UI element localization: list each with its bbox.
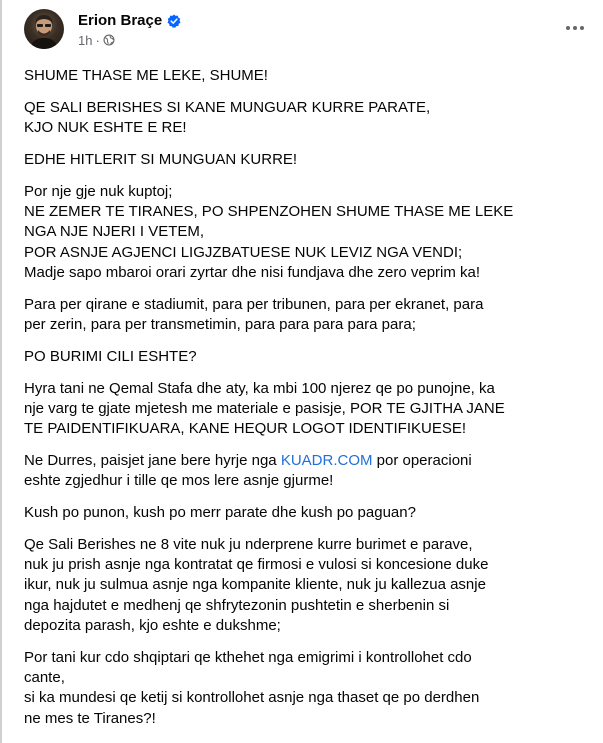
paragraph-2: [24, 98, 584, 139]
text-line: si ka mundesi qe ketij si kontrollohet asnje nga thaset qe po derdhen: [24, 689, 480, 707]
text-line: ikur, nuk ju sulmua asnje nga kompanite kliente, nuk ju kallezua asnje: [24, 576, 486, 594]
more-options-icon: [565, 25, 585, 31]
paragraph-1: [24, 66, 584, 86]
post-meta: [78, 32, 115, 48]
text-line: SHUME THASE ME LEKE, SHUME!: [24, 67, 268, 84]
text-line: cante,: [24, 669, 65, 687]
text-line: eshte zgjedhur i tille qe mos lere asnje gjurme!: [24, 472, 334, 490]
paragraph-6: [24, 347, 584, 367]
paragraph-7: [24, 379, 584, 440]
paragraph-9: [24, 503, 584, 523]
globe-icon[interactable]: [103, 34, 115, 46]
text-line: Hyra tani ne Qemal Stafa dhe aty, ka mbi 100 njerez qe po punojne, ka: [24, 379, 495, 397]
text-line: Por tani kur cdo shqiptari qe kthehet nga emigrimi i kontrollohet cdo: [24, 648, 472, 666]
more-options-button[interactable]: [562, 15, 588, 41]
avatar[interactable]: [24, 9, 64, 49]
post-text: [24, 66, 584, 741]
left-border: [0, 0, 2, 743]
text-line: nuk ju prish asnje nga kontratat qe firmosi e vulosi si koncesione duke: [24, 556, 489, 574]
text-line: nje varg te gjate mjetesh me materiale e pasisje, POR TE GJITHA JANE: [24, 399, 505, 417]
paragraph-10: [24, 535, 584, 636]
text-line: Madje sapo mbaroi orari zyrtar dhe nisi fundjava dhe zero veprim ka!: [24, 263, 481, 281]
author-name[interactable]: Erion Braçe: [78, 12, 163, 29]
kuadr-link[interactable]: KUADR.COM: [280, 451, 373, 469]
text-segment: Ne Durres, paisjet jane bere hyrje nga: [24, 451, 277, 469]
text-segment: por operacioni: [372, 451, 472, 469]
paragraph-5: [24, 295, 584, 336]
text-line: NGA NJE NJERI I VETEM,: [24, 223, 205, 241]
text-line: Kush po punon, kush po merr parate dhe kush po paguan?: [24, 504, 416, 522]
text-line: QE SALI BERISHES SI KANE MUNGUAR KURRE PARATE,: [24, 98, 431, 116]
text-line: KJO NUK ESHTE E RE!: [24, 119, 187, 137]
paragraph-4: [24, 182, 584, 283]
text-line: nga hajdutet e medhenj qe shfrytezonin pushtetin e sherbenin si: [24, 596, 450, 614]
verified-badge-icon: [167, 14, 181, 28]
paragraph-3: [24, 150, 584, 170]
text-line: TE PAIDENTIFIKUARA, KANE HEQUR LOGOT IDENTIFIKUESE!: [24, 420, 467, 438]
meta-separator: ·: [95, 32, 100, 48]
paragraph-11: [24, 648, 584, 729]
text-line: ne mes te Tiranes?!: [24, 709, 156, 727]
text-line: [24, 451, 584, 471]
post-timestamp[interactable]: 1h: [78, 32, 93, 48]
text-line: depozita parash, kjo eshte e dukshme;: [24, 617, 281, 635]
paragraph-8: [24, 451, 584, 492]
text-line: Por nje gje nuk kuptoj;: [24, 182, 173, 200]
author-row: [78, 11, 181, 31]
text-line: POR ASNJE AGJENCI LIGJZBATUESE NUK LEVIZ NGA VENDI;: [24, 243, 463, 261]
text-line: Para per qirane e stadiumit, para per tribunen, para per ekranet, para: [24, 295, 484, 313]
text-line: per zerin, para per transmetimin, para para para para para;: [24, 315, 416, 333]
text-line: Qe Sali Berishes ne 8 vite nuk ju nderprene kurre burimet e parave,: [24, 535, 473, 553]
text-line: NE ZEMER TE TIRANES, PO SHPENZOHEN SHUME THASE ME LEKE: [24, 202, 514, 220]
text-line: EDHE HITLERIT SI MUNGUAN KURRE!: [24, 150, 298, 168]
avatar-portrait-icon: [24, 9, 64, 49]
post-header: [24, 9, 594, 53]
text-line: PO BURIMI CILI ESHTE?: [24, 347, 197, 365]
